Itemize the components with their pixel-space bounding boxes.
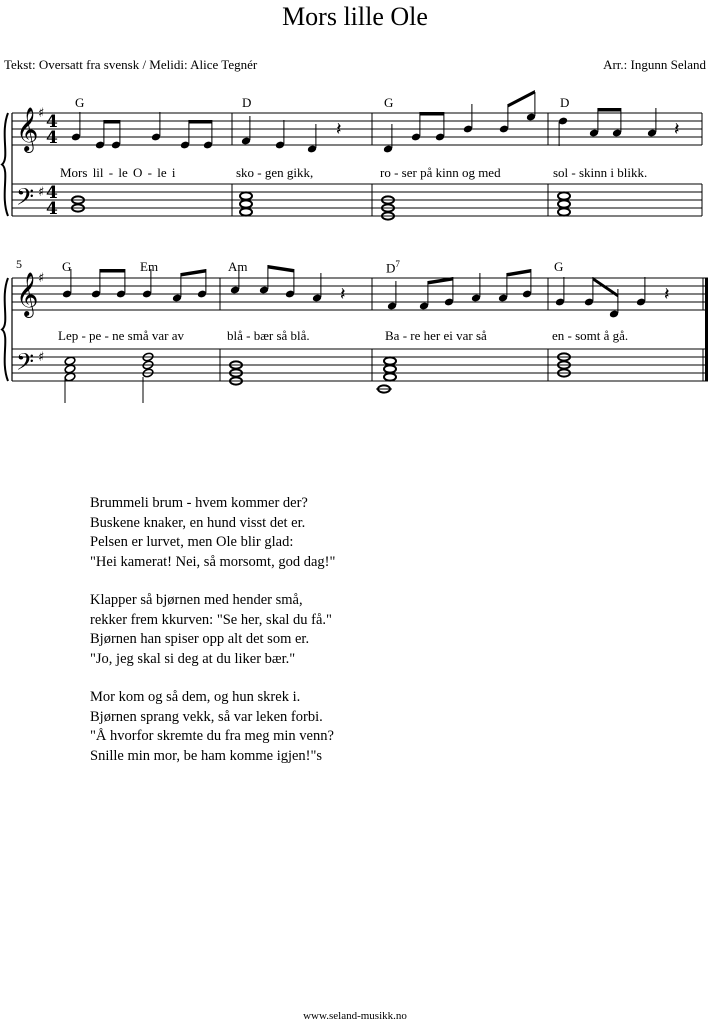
- brace: [2, 278, 8, 381]
- chord-symbol: $D^7$: [386, 259, 400, 276]
- bass-clef: 𝄢: [16, 348, 35, 381]
- half-note-head: [64, 372, 76, 382]
- verse-line: "Hei kamerat! Nei, så morsomt, god dag!": [90, 553, 336, 570]
- lyric-line: sko - gen gikk,: [236, 165, 314, 180]
- sharp-sign: ♯: [38, 185, 45, 200]
- chord-symbol: G: [75, 95, 85, 110]
- verse-stanza: [90, 591, 332, 669]
- half-note-head: [64, 356, 76, 366]
- whole-note-head: [558, 192, 570, 199]
- sharp-sign: ♯: [38, 106, 45, 121]
- lyric-line: blå - bær så blå.: [227, 328, 310, 343]
- note-beam: [189, 120, 212, 124]
- footer-url: www.seland-musikk.no: [303, 1010, 407, 1022]
- chord-symbol: G: [554, 259, 564, 274]
- verse-line: Bjørnen sprang vekk, så var leken forbi.: [90, 708, 323, 725]
- verse-line: "Jo, jeg skal si deg at du liker bær.": [90, 650, 296, 667]
- quarter-rest: 𝄽: [674, 119, 680, 140]
- lyricist-composer-credit: Tekst: Oversatt fra svensk / Melidi: Alice Tegnér: [4, 57, 258, 72]
- whole-note-head: [558, 200, 570, 207]
- whole-note-head: [384, 357, 396, 364]
- time-signature: 4: [46, 128, 58, 148]
- verse-line: Brummeli brum - hvem kommer der?: [90, 495, 308, 511]
- verse-line: Mor kom og så dem, og hun skrek i.: [90, 689, 301, 705]
- arranger-credit: Arr.: Ingunn Seland: [603, 57, 706, 72]
- note-beam: [268, 265, 294, 273]
- sharp-sign: ♯: [38, 350, 45, 365]
- verse-stanza: [90, 688, 334, 766]
- lyric-line: en - somt å gå.: [552, 328, 629, 343]
- lyric-line: Lep - pe - ne små var av: [58, 328, 184, 343]
- whole-note-head: [558, 208, 570, 215]
- whole-note-head: [240, 208, 252, 215]
- lyric-line: ro - ser på kinn og med: [380, 165, 501, 180]
- whole-note-head: [240, 200, 252, 207]
- verse-line: Pelsen er lurvet, men Ole blir glad:: [90, 534, 294, 550]
- time-signature: 4: [46, 183, 58, 203]
- lyric-line: Ba - re her ei var så: [385, 328, 487, 343]
- verse-line: Buskene knaker, en hund visst det er.: [90, 514, 306, 531]
- page-title: Mors lille Ole: [282, 2, 428, 31]
- lyric-line: Mors lil - le O - le i: [60, 165, 176, 180]
- verse-line: Klapper så bjørnen med hender små,: [90, 592, 303, 608]
- half-note-head: [64, 364, 76, 374]
- treble-clef: 𝄞: [16, 107, 39, 151]
- verse-line: Bjørnen han spiser opp alt det som er.: [90, 631, 310, 647]
- quarter-rest: 𝄽: [336, 119, 342, 140]
- note-beam: [508, 90, 535, 108]
- chord-symbol: Am: [228, 259, 248, 274]
- note-beam: [181, 269, 206, 277]
- whole-note-head: [240, 192, 252, 199]
- measure-number: 5: [16, 257, 22, 271]
- treble-clef: 𝄞: [16, 272, 39, 316]
- chord-symbol: G: [384, 95, 394, 110]
- chord-symbol: Em: [140, 259, 159, 274]
- brace: [2, 113, 8, 216]
- note-beam: [420, 112, 444, 116]
- note-beam: [598, 108, 621, 112]
- quarter-rest: 𝄽: [340, 284, 346, 305]
- verse-line: Snille min mor, be ham komme igjen!"s: [90, 747, 323, 764]
- note-beam: [104, 120, 120, 124]
- note-beam: [100, 269, 125, 273]
- chord-symbol: D: [560, 95, 570, 110]
- whole-note-head: [384, 373, 396, 380]
- quarter-rest: 𝄽: [664, 284, 670, 305]
- verse-line: "Å hvorfor skremte du fra meg min venn?: [90, 728, 334, 744]
- verse-stanza: [90, 494, 335, 572]
- time-signature: 4: [46, 199, 58, 219]
- whole-note-head: [384, 365, 396, 372]
- sheet-music-score: [0, 0, 710, 420]
- bass-clef: 𝄢: [16, 183, 35, 216]
- note-beam: [507, 269, 531, 277]
- chord-symbol: G: [62, 259, 72, 274]
- lyric-line: sol - skinn i blikk.: [553, 165, 648, 180]
- time-signature: 4: [46, 112, 58, 132]
- verse-line: rekker frem kkurven: "Se her, skal du få.": [90, 611, 332, 628]
- chord-symbol: D: [242, 95, 252, 110]
- sharp-sign: ♯: [38, 271, 45, 286]
